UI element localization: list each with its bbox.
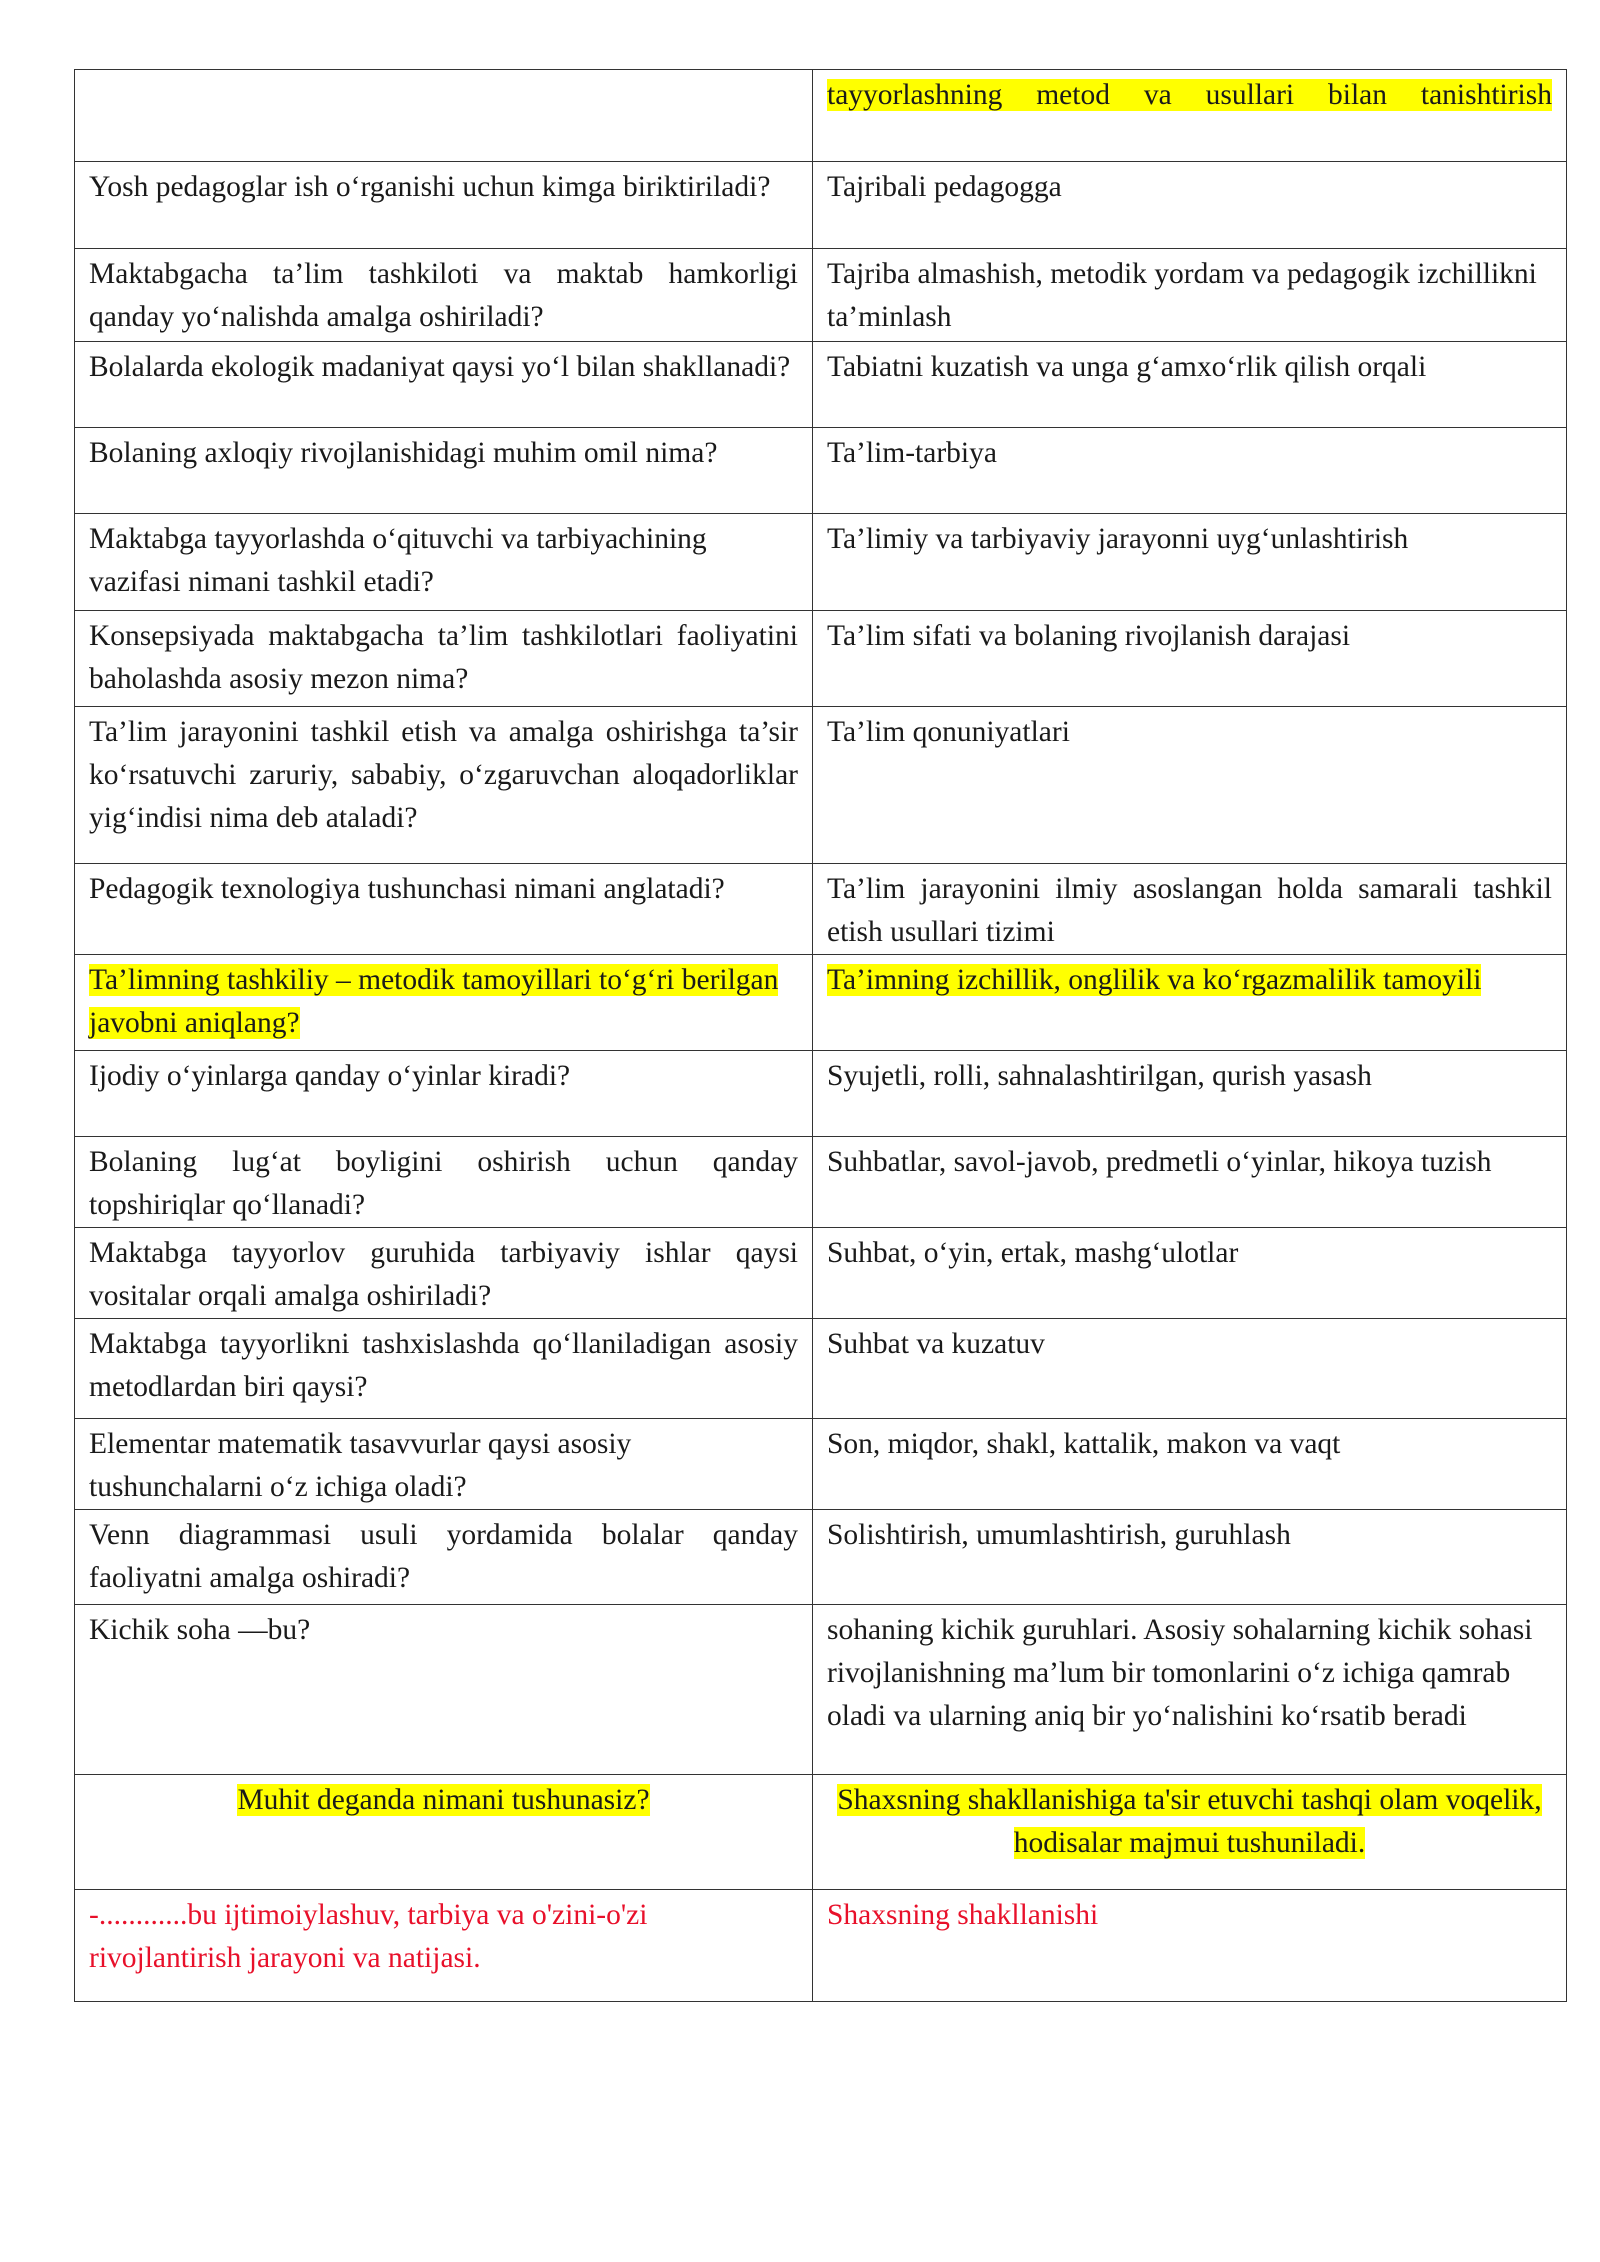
- answer-cell: [813, 249, 1567, 342]
- answer-text: tayyorlashning metod va usullari bilan tanishtirish: [827, 79, 1552, 111]
- question-cell: [75, 864, 813, 955]
- answer-cell: [813, 1419, 1567, 1510]
- question-cell: [75, 1510, 813, 1605]
- table-row: [75, 342, 1567, 428]
- table-row: [75, 1419, 1567, 1510]
- question-text: Bolaning axloqiy rivojlanishidagi muhim omil nima?: [89, 437, 718, 469]
- answer-text: Ta’imning izchillik, onglilik va ko‘rgazmalilik tamoyili: [827, 964, 1482, 996]
- question-text: Bolalarda ekologik madaniyat qaysi yo‘l bilan shakllanadi?: [89, 351, 791, 383]
- answer-cell: [813, 1051, 1567, 1137]
- question-text: Muhit deganda nimani tushunasiz?: [237, 1784, 650, 1816]
- question-text: Maktabga tayyorlikni tashxislashda qo‘llaniladigan asosiy metodlardan biri qaysi?: [89, 1328, 798, 1403]
- answer-text: Ta’lim qonuniyatlari: [827, 716, 1070, 748]
- question-text: Maktabgacha ta’lim tashkiloti va maktab hamkorligi qanday yo‘nalishda amalga oshiriladi?: [89, 258, 798, 333]
- question-text: Pedagogik texnologiya tushunchasi nimani anglatadi?: [89, 873, 725, 905]
- table-row: [75, 428, 1567, 514]
- question-cell: [75, 162, 813, 249]
- question-cell: [75, 1319, 813, 1419]
- answer-text: Syujetli, rolli, sahnalashtirilgan, qurish yasash: [827, 1060, 1372, 1092]
- question-text: Yosh pedagoglar ish o‘rganishi uchun kimga biriktiriladi?: [89, 171, 771, 203]
- question-cell: [75, 611, 813, 707]
- question-text: Bolaning lug‘at boyligini oshirish uchun qanday topshiriqlar qo‘llanadi?: [89, 1146, 798, 1221]
- answer-text: Suhbat va kuzatuv: [827, 1328, 1045, 1360]
- question-text: Ta’limning tashkiliy – metodik tamoyillari to‘g‘ri berilgan javobni aniqlang?: [89, 964, 779, 1039]
- question-text: Ta’lim jarayonini tashkil etish va amalga oshirishga ta’sir ko‘rsatuvchi zaruriy, sababiy, o‘zgaruvchan aloqadorliklar yig‘indisi nima deb ataladi?: [89, 716, 798, 834]
- question-text: Elementar matematik tasavvurlar qaysi asosiy tushunchalarni o‘z ichiga oladi?: [89, 1428, 632, 1503]
- answer-cell: [813, 1510, 1567, 1605]
- question-text: Kichik soha —bu?: [89, 1614, 311, 1646]
- answer-text: sohaning kichik guruhlari. Asosiy sohalarning kichik sohasi rivojlanishning ma’lum bir tomonlarini o‘z ichiga qamrab oladi va ularning aniq bir yo‘nalishini ko‘rsatib beradi: [827, 1614, 1533, 1732]
- answer-cell: [813, 514, 1567, 611]
- answer-text: Ta’limiy va tarbiyaviy jarayonni uyg‘unlashtirish: [827, 523, 1409, 555]
- answer-text: Shaxsning shakllanishiga ta'sir etuvchi tashqi olam voqelik, hodisalar majmui tushuniladi.: [837, 1784, 1542, 1859]
- question-cell: [75, 1775, 813, 1890]
- table-row: [75, 1137, 1567, 1228]
- table-row: [75, 1605, 1567, 1775]
- question-cell: [75, 1051, 813, 1137]
- answer-cell: [813, 864, 1567, 955]
- answer-text: Son, miqdor, shakl, kattalik, makon va vaqt: [827, 1428, 1341, 1460]
- question-cell: [75, 70, 813, 162]
- answer-cell: [813, 1775, 1567, 1890]
- question-cell: [75, 707, 813, 864]
- question-cell: [75, 428, 813, 514]
- answer-text: Ta’lim jarayonini ilmiy asoslangan holda samarali tashkil etish usullari tizimi: [827, 873, 1552, 948]
- table-row: [75, 1051, 1567, 1137]
- table-row: [75, 1228, 1567, 1319]
- table-row: [75, 864, 1567, 955]
- question-cell: [75, 1890, 813, 2002]
- answer-cell: [813, 1605, 1567, 1775]
- answer-cell: [813, 342, 1567, 428]
- answer-text: Solishtirish, umumlashtirish, guruhlash: [827, 1519, 1291, 1551]
- table-row: [75, 707, 1567, 864]
- table-row: [75, 955, 1567, 1051]
- table-row: [75, 514, 1567, 611]
- qa-table: [74, 69, 1567, 2002]
- answer-cell: [813, 1228, 1567, 1319]
- question-cell: [75, 342, 813, 428]
- answer-text: Ta’lim-tarbiya: [827, 437, 997, 469]
- answer-cell: [813, 1137, 1567, 1228]
- answer-text: Ta’lim sifati va bolaning rivojlanish darajasi: [827, 620, 1351, 652]
- answer-cell: [813, 70, 1567, 162]
- question-cell: [75, 1137, 813, 1228]
- table-row: [75, 162, 1567, 249]
- table-row: [75, 249, 1567, 342]
- question-text: Ijodiy o‘yinlarga qanday o‘yinlar kiradi?: [89, 1060, 571, 1092]
- answer-cell: [813, 1319, 1567, 1419]
- answer-cell: [813, 955, 1567, 1051]
- question-cell: [75, 249, 813, 342]
- answer-text: Tajribali pedagogga: [827, 171, 1062, 203]
- answer-cell: [813, 611, 1567, 707]
- answer-cell: [813, 162, 1567, 249]
- answer-text: Tabiatni kuzatish va unga g‘amxo‘rlik qilish orqali: [827, 351, 1427, 383]
- answer-text: Suhbat, o‘yin, ertak, mashg‘ulotlar: [827, 1237, 1239, 1269]
- question-text: Maktabga tayyorlov guruhida tarbiyaviy ishlar qaysi vositalar orqali amalga oshiriladi?: [89, 1237, 798, 1312]
- answer-text: Tajriba almashish, metodik yordam va pedagogik izchillikni ta’minlash: [827, 258, 1537, 333]
- table-row: [75, 1775, 1567, 1890]
- answer-text: Shaxsning shakllanishi: [827, 1899, 1099, 1931]
- question-text: Maktabga tayyorlashda o‘qituvchi va tarbiyachining vazifasi nimani tashkil etadi?: [89, 523, 707, 598]
- table-row: [75, 1319, 1567, 1419]
- answer-cell: [813, 707, 1567, 864]
- question-cell: [75, 1228, 813, 1319]
- answer-cell: [813, 428, 1567, 514]
- table-row: [75, 70, 1567, 162]
- table-row: [75, 1890, 1567, 2002]
- question-text: -............bu ijtimoiylashuv, tarbiya va o'zini-o'zi rivojlantirish jarayoni va natijasi.: [89, 1899, 648, 1974]
- question-cell: [75, 1605, 813, 1775]
- question-cell: [75, 1419, 813, 1510]
- question-cell: [75, 955, 813, 1051]
- question-text: Konsepsiyada maktabgacha ta’lim tashkilotlari faoliyatini baholashda asosiy mezon nima?: [89, 620, 798, 695]
- question-text: Venn diagrammasi usuli yordamida bolalar qanday faoliyatni amalga oshiradi?: [89, 1519, 798, 1594]
- answer-cell: [813, 1890, 1567, 2002]
- question-cell: [75, 514, 813, 611]
- answer-text: Suhbatlar, savol-javob, predmetli o‘yinlar, hikoya tuzish: [827, 1146, 1492, 1178]
- table-row: [75, 611, 1567, 707]
- table-row: [75, 1510, 1567, 1605]
